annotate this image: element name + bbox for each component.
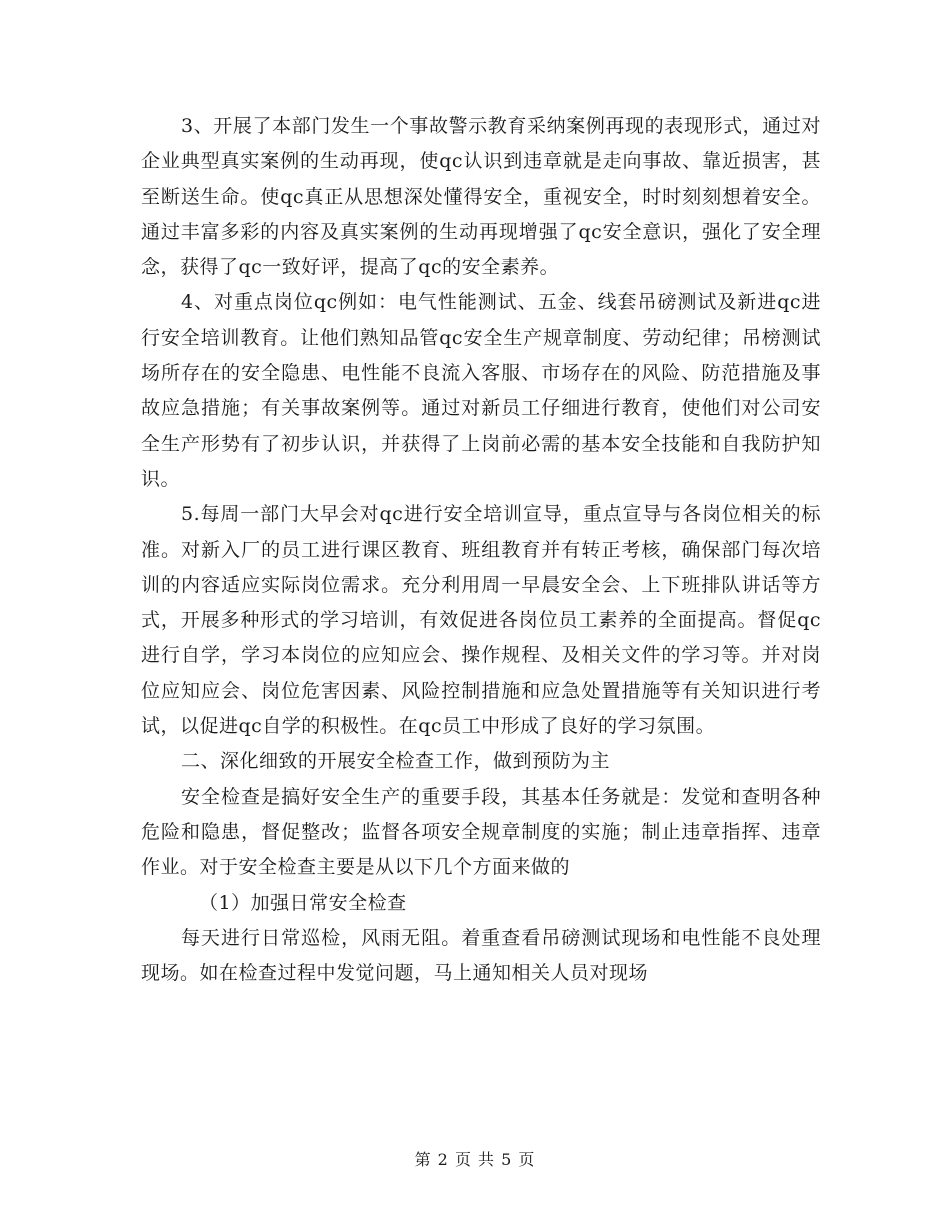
paragraph-item-3: 3、开展了本部门发生一个事故警示教育采纳案例再现的表现形式，通过对企业典型真实案例的生动再现，使qc认识到违章就是走向事故、靠近损害，甚至断送生命。使qc真正从思想深处懂得安全，重视安全，时时刻刻想着安全。通过丰富多彩的内容及真实案例的生动再现增强了qc安全意识，强化了安全理念，获得了qc一致好评，提高了qc的安全素养。 bbox=[141, 115, 821, 279]
paragraph-item-5: 5.每周一部门大早会对qc进行安全培训宣导，重点宣导与各岗位相关的标准。对新入厂的员工进行课区教育、班组教育并有转正考核，确保部门每次培训的内容适应实际岗位需求。充分利用周一早晨安全会、上下班排队讲话等方式，开展多种形式的学习培训，有效促进各岗位员工素养的全面提高。督促qc进行自学，学习本岗位的应知应会、操作规程、及相关文件的学习等。并对岗位应知应会、岗位危害因素、风险控制措施和应急处置措施等有关知识进行考试，以促进qc自学的积极性。在qc员工中形成了良好的学习氛围。 bbox=[141, 503, 821, 738]
section-heading-2: 二、深化细致的开展安全检查工作，做到预防为主 bbox=[181, 750, 611, 773]
document-body bbox=[141, 109, 821, 991]
subheading-daily-inspection: （1）加强日常安全检查 bbox=[199, 891, 407, 914]
paragraph-inspection-intro: 安全检查是搞好安全生产的重要手段，其基本任务就是：发觉和查明各种危险和隐患，督促整改；监督各项安全规章制度的实施；制止违章指挥、违章作业。对于安全检查主要是从以下几个方面来做的 bbox=[141, 785, 821, 879]
paragraph-item-4: 4、对重点岗位qc例如：电气性能测试、五金、线套吊磅测试及新进qc进行安全培训教育。让他们熟知品管qc安全生产规章制度、劳动纪律；吊榜测试场所存在的安全隐患、电性能不良流入客服、市场存在的风险、防范措施及事故应急措施；有关事故案例等。通过对新员工仔细进行教育，使他们对公司安全生产形势有了初步认识，并获得了上岗前必需的基本安全技能和自我防护知识。 bbox=[141, 291, 821, 490]
page-number-footer: 第 2 页 共 5 页 bbox=[414, 1150, 536, 1169]
paragraph-daily-inspection: 每天进行日常巡检，风雨无阻。着重查看吊磅测试现场和电性能不良处理现场。如在检查过程中发觉问题，马上通知相关人员对现场 bbox=[141, 926, 821, 985]
